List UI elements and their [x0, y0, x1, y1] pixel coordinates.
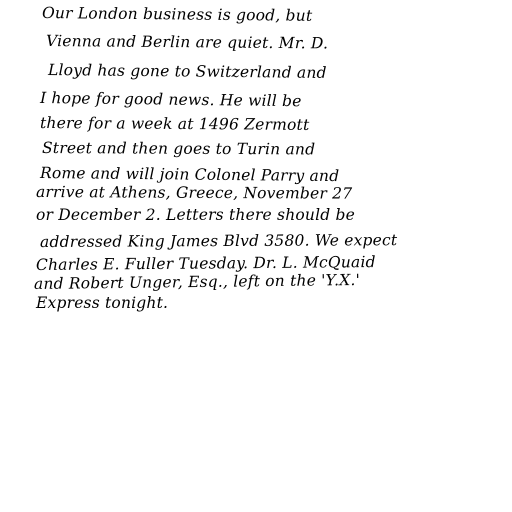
handwritten-letter [34, 0, 504, 320]
letter-line: I hope for good news. He will be [39, 89, 302, 111]
letter-line: Charles E. Fuller Tuesday. Dr. L. McQuaid [35, 253, 376, 274]
letter-line: Express tonight. [36, 294, 169, 312]
letter-line: Our London business is good, but [41, 4, 313, 25]
letter-line: and Robert Unger, Esq., left on the 'Y.X.' [33, 271, 361, 293]
letter-line: arrive at Athens, Greece, November 27 [35, 183, 353, 203]
letter-line: Lloyd has gone to Switzerland and [47, 61, 327, 82]
letter-line: or December 2. Letters there should be [36, 206, 356, 224]
letter-line: addressed King James Blvd 3580. We expect [39, 231, 398, 251]
letter-line: there for a week at 1496 Zermott [39, 114, 310, 134]
letter-line: Street and then goes to Turin and [41, 139, 316, 159]
letter-line: Vienna and Berlin are quiet. Mr. D. [45, 32, 329, 53]
letter-line: Rome and will join Colonel Parry and [39, 164, 340, 186]
